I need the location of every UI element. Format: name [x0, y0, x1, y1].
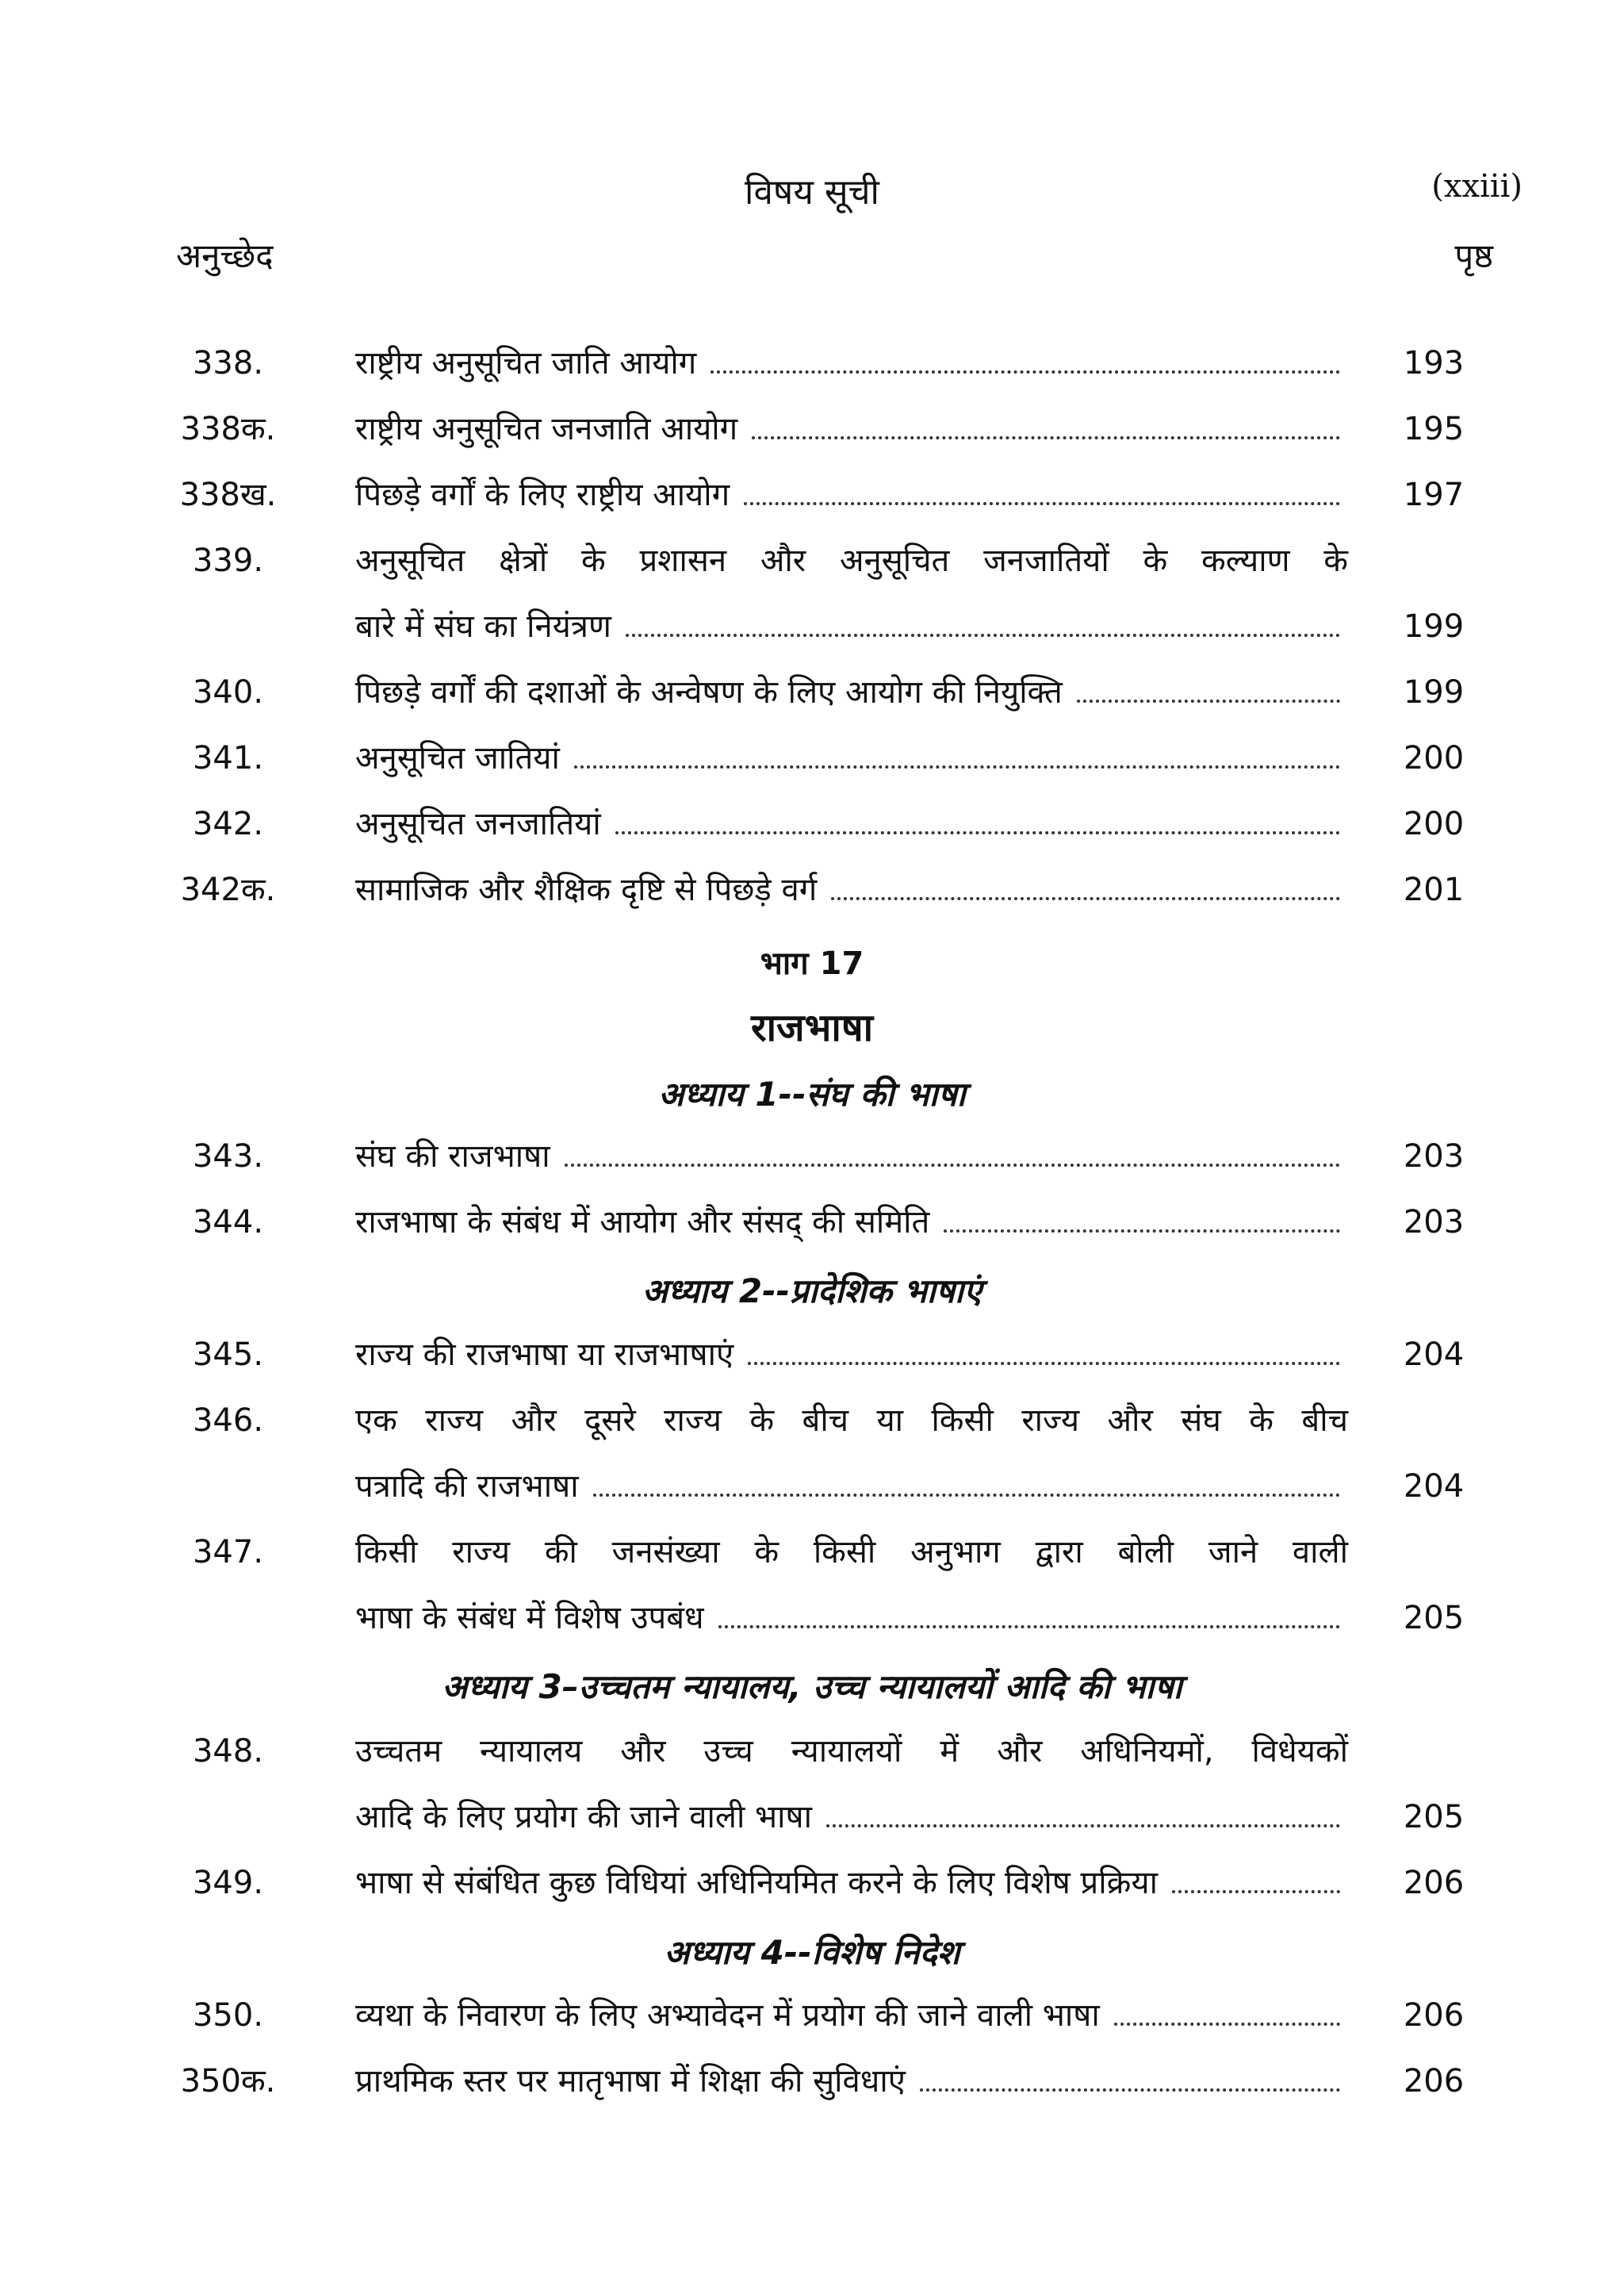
- leader-dots: [593, 1494, 1340, 1497]
- entry-title: [355, 1530, 1348, 1662]
- entry-title-text: पिछड़े वर्गों की दशाओं के अन्वेषण के लिए आयोग की नियुक्ति: [355, 674, 1063, 711]
- article-number: 342क.: [180, 872, 276, 908]
- article-number: 338.: [192, 345, 264, 382]
- page-ref: 203: [1403, 1204, 1465, 1241]
- toc-list: [0, 1134, 1624, 1266]
- page-ref: 204: [1403, 1336, 1465, 1373]
- entry-title: [355, 802, 1348, 868]
- entry-title-line: [355, 2059, 1348, 2125]
- toc-entry: [0, 1530, 1624, 1662]
- entry-title-text: अनुसूचित क्षेत्रों के प्रशासन और अनुसूचित जनजातियों के कल्याण के: [355, 543, 1348, 579]
- entry-title-text: अनुसूचित जातियां: [355, 740, 560, 777]
- entry-title-text: राष्ट्रीय अनुसूचित जनजाति आयोग: [355, 411, 738, 447]
- leader-dots: [831, 897, 1340, 900]
- entry-title: [355, 736, 1348, 802]
- article-number: 338ख.: [179, 477, 277, 513]
- chapter-heading: अध्याय 1--संघ की भाषा: [658, 1075, 966, 1114]
- entry-title: [355, 1398, 1348, 1530]
- entry-title-text: उच्चतम न्यायालय और उच्च न्यायालयों में और अधिनियमों, विधेयकों: [355, 1733, 1348, 1770]
- entry-title-line: [355, 1464, 1348, 1530]
- entry-title-line: [355, 1729, 1348, 1795]
- page-ref: 195: [1403, 411, 1465, 447]
- leader-dots: [826, 1824, 1340, 1827]
- leader-dots: [615, 831, 1340, 834]
- entry-title: [355, 1993, 1348, 2059]
- toc-entry: [0, 473, 1624, 539]
- toc-list: [0, 1333, 1624, 1662]
- toc-entry: [0, 1729, 1624, 1861]
- entry-title-line: [355, 1134, 1348, 1200]
- chapter-heading: अध्याय 2--प्रादेशिक भाषाएं: [642, 1271, 982, 1310]
- toc-entry: [0, 2059, 1624, 2125]
- leader-dots: [1077, 700, 1340, 703]
- article-number: 348.: [192, 1733, 264, 1770]
- leader-dots: [744, 502, 1340, 505]
- entry-title-text: संघ की राजभाषा: [355, 1138, 550, 1175]
- entry-title-line: [355, 1530, 1348, 1596]
- article-number: 347.: [192, 1534, 264, 1570]
- entry-title: [355, 341, 1348, 407]
- toc-entry: [0, 341, 1624, 407]
- entry-title-line: [355, 1596, 1348, 1662]
- toc-entry: [0, 1333, 1624, 1398]
- page-ref: 205: [1403, 1799, 1465, 1835]
- entry-title: [355, 1729, 1348, 1861]
- article-number: 342.: [192, 806, 264, 842]
- page-ref: 206: [1403, 1997, 1465, 2034]
- toc-entry: [0, 868, 1624, 934]
- toc-entry: [0, 539, 1624, 670]
- toc-list: [0, 341, 1624, 934]
- page-ref: 205: [1403, 1600, 1465, 1636]
- toc-list: [0, 1729, 1624, 1927]
- entry-title-text: भाषा के संबंध में विशेष उपबंध: [355, 1600, 704, 1636]
- page-ref: 200: [1403, 740, 1465, 777]
- entry-title-line: [355, 1398, 1348, 1464]
- entry-title-line: [355, 868, 1348, 934]
- toc-entry: [0, 1861, 1624, 1927]
- part-title: राजभाषा: [750, 1006, 874, 1050]
- entry-title-line: [355, 407, 1348, 473]
- entry-title: [355, 539, 1348, 670]
- toc-entry: [0, 802, 1624, 868]
- leader-dots: [920, 2088, 1340, 2092]
- entry-title-line: [355, 1333, 1348, 1398]
- article-number: 343.: [192, 1138, 264, 1175]
- column-heading-article: अनुच्छेद: [176, 236, 274, 275]
- toc-entry: [0, 1134, 1624, 1200]
- leader-dots: [1114, 2023, 1340, 2026]
- article-number: 340.: [192, 674, 264, 711]
- toc-entry: [0, 1200, 1624, 1266]
- entry-title-text: पत्रादि की राजभाषा: [355, 1468, 579, 1505]
- toc-entry: [0, 736, 1624, 802]
- toc-entry: [0, 1398, 1624, 1530]
- leader-dots: [626, 634, 1340, 637]
- entry-title-line: [355, 1200, 1348, 1266]
- leader-dots: [574, 765, 1340, 769]
- entry-title-line: [355, 1993, 1348, 2059]
- entry-title: [355, 2059, 1348, 2125]
- entry-title-text: प्राथमिक स्तर पर मातृभाषा में शिक्षा की सुविधाएं: [355, 2063, 906, 2100]
- page-number: (xxiii): [1431, 168, 1522, 205]
- leader-dots: [565, 1164, 1340, 1167]
- part-label: भाग 17: [760, 945, 864, 982]
- page-ref: 206: [1403, 1865, 1465, 1901]
- entry-title-text: एक राज्य और दूसरे राज्य के बीच या किसी राज्य और संघ के बीच: [355, 1402, 1348, 1439]
- page-ref: 197: [1403, 477, 1465, 513]
- column-heading-page: पृष्ठ: [1454, 236, 1493, 275]
- leader-dots: [1172, 1890, 1340, 1893]
- page-ref: 193: [1403, 345, 1465, 382]
- chapter-heading: अध्याय 3–उच्चतम न्यायालय, उच्च न्यायालयों आदि की भाषा: [442, 1667, 1182, 1706]
- toc-entry: [0, 670, 1624, 736]
- entry-title-line: [355, 473, 1348, 539]
- page-heading: विषय सूची: [745, 172, 879, 213]
- entry-title: [355, 1134, 1348, 1200]
- entry-title: [355, 868, 1348, 934]
- entry-title-text: अनुसूचित जनजातियां: [355, 806, 601, 842]
- article-number: 350क.: [180, 2063, 276, 2100]
- article-number: 349.: [192, 1865, 264, 1901]
- page-ref: 203: [1403, 1138, 1465, 1175]
- page-ref: 199: [1403, 608, 1465, 645]
- entry-title-line: [355, 604, 1348, 670]
- entry-title-line: [355, 1795, 1348, 1861]
- article-number: 345.: [192, 1336, 264, 1373]
- entry-title-text: राष्ट्रीय अनुसूचित जाति आयोग: [355, 345, 697, 382]
- page-ref: 204: [1403, 1468, 1465, 1505]
- toc-entry: [0, 1993, 1624, 2059]
- article-number: 344.: [192, 1204, 264, 1241]
- entry-title-text: पिछड़े वर्गों के लिए राष्ट्रीय आयोग: [355, 477, 730, 513]
- entry-title: [355, 1200, 1348, 1266]
- entry-title-line: [355, 341, 1348, 407]
- entry-title-line: [355, 539, 1348, 604]
- article-number: 341.: [192, 740, 264, 777]
- entry-title: [355, 473, 1348, 539]
- toc-list: [0, 1993, 1624, 2125]
- article-number: 346.: [192, 1402, 264, 1439]
- page-ref: 199: [1403, 674, 1465, 711]
- entry-title: [355, 1333, 1348, 1398]
- entry-title-text: राजभाषा के संबंध में आयोग और संसद् की समिति: [355, 1204, 930, 1241]
- article-number: 350.: [192, 1997, 264, 2034]
- entry-title-line: [355, 736, 1348, 802]
- leader-dots: [718, 1625, 1340, 1628]
- entry-title-line: [355, 1861, 1348, 1927]
- entry-title: [355, 407, 1348, 473]
- entry-title: [355, 670, 1348, 736]
- entry-title-text: किसी राज्य की जनसंख्या के किसी अनुभाग द्वारा बोली जाने वाली: [355, 1534, 1348, 1570]
- chapter-heading: अध्याय 4--विशेष निदेश: [664, 1933, 960, 1972]
- article-number: 338क.: [180, 411, 276, 447]
- toc-entry: [0, 407, 1624, 473]
- entry-title: [355, 1861, 1348, 1927]
- entry-title-text: आदि के लिए प्रयोग की जाने वाली भाषा: [355, 1799, 813, 1835]
- leader-dots: [944, 1229, 1340, 1233]
- page-ref: 201: [1403, 872, 1465, 908]
- leader-dots: [752, 436, 1340, 439]
- entry-title-line: [355, 802, 1348, 868]
- entry-title-text: सामाजिक और शैक्षिक दृष्टि से पिछड़े वर्ग: [355, 872, 818, 908]
- page-ref: 200: [1403, 806, 1465, 842]
- entry-title-text: राज्य की राजभाषा या राजभाषाएं: [355, 1336, 734, 1373]
- leader-dots: [710, 370, 1340, 374]
- entry-title-text: व्यथा के निवारण के लिए अभ्यावेदन में प्रयोग की जाने वाली भाषा: [355, 1997, 1100, 2034]
- entry-title-line: [355, 670, 1348, 736]
- article-number: 339.: [192, 543, 264, 579]
- entry-title-text: बारे में संघ का नियंत्रण: [355, 608, 611, 645]
- entry-title-text: भाषा से संबंधित कुछ विधियां अधिनियमित करने के लिए विशेष प्रक्रिया: [355, 1865, 1158, 1901]
- leader-dots: [748, 1362, 1340, 1365]
- page-ref: 206: [1403, 2063, 1465, 2100]
